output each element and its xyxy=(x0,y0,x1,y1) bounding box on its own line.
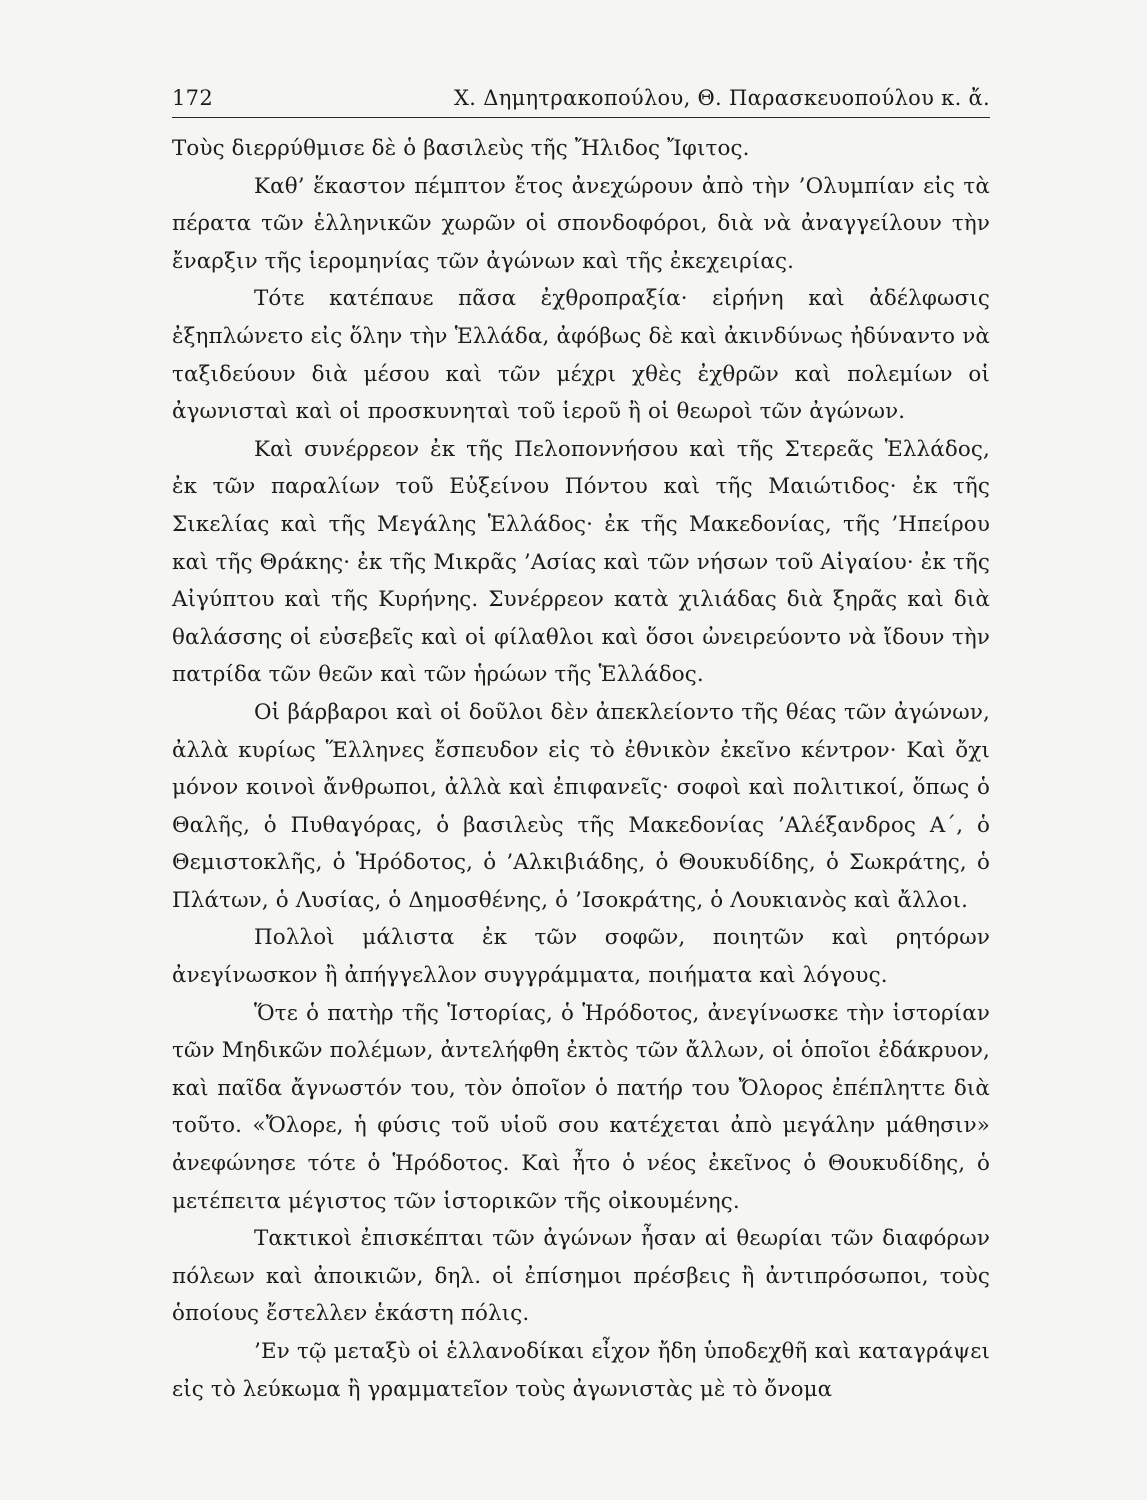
header-rule xyxy=(172,117,990,118)
paragraph: Ὅτε ὁ πατὴρ τῆς Ἱστορίας, ὁ Ἡρόδοτος, ἀνεγίνωσκε τὴν ἱστορίαν τῶν Μηδικῶν πολέμων, ἀντελήφθη ἐκτὸς τῶν ἄλλων, οἱ ὁποῖοι ἐδάκρυον, καὶ παῖδα ἄγνωστόν του, τὸν ὁποῖον ὁ πατήρ του Ὄλορος ἐπέπληττε διὰ τοῦτο. «Ὄλορε, ἡ φύσις τοῦ υἱοῦ σου κατέχεται ἀπὸ μεγάλην μάθησιν» ἀνεφώνησε τότε ὁ Ἡρόδοτος. Καὶ ἦτο ὁ νέος ἐκεῖνος ὁ Θουκυδίδης, ὁ μετέπειτα μέγιστος τῶν ἱστορικῶν τῆς οἰκουμένης. xyxy=(172,1000,990,1214)
body-text xyxy=(172,130,990,1408)
paragraph: ’Εν τῷ μεταξὺ οἱ ἑλλανοδίκαι εἶχον ἤδη ὑποδεχθῆ καὶ καταγράψει εἰς τὸ λεύκωμα ἢ γραμματεῖον τοὺς ἀγωνιστὰς μὲ τὸ ὄνομα xyxy=(172,1339,990,1402)
paragraph: Τακτικοὶ ἐπισκέπται τῶν ἀγώνων ἦσαν αἱ θεωρίαι τῶν διαφόρων πόλεων καὶ ἀποικιῶν, δηλ. οἱ ἐπίσημοι πρέσβεις ἢ ἀντιπρόσωποι, τοὺς ὁποίους ἔστελλεν ἑκάστη πόλις. xyxy=(172,1226,990,1327)
paragraph: Πολλοὶ μάλιστα ἐκ τῶν σοφῶν, ποιητῶν καὶ ρητόρων ἀνεγίνωσκον ἢ ἀπήγγελλον συγγράμματα, ποιήματα καὶ λόγους. xyxy=(172,925,990,989)
paragraph: Τοὺς διερρύθμισε δὲ ὁ βασιλεὺς τῆς Ἤλιδος Ἴφιτος. xyxy=(172,136,750,161)
running-head xyxy=(172,86,990,110)
paragraph: Τότε κατέπαυε πᾶσα ἐχθροπραξία· εἰρήνη καὶ ἀδέλφωσις ἐξηπλώνετο εἰς ὅλην τὴν Ἑλλάδα, ἀφόβως δὲ καὶ ἀκινδύνως ἠδύναντο νὰ ταξιδεύουν διὰ μέσου καὶ τῶν μέχρι χθὲς ἐχθρῶν καὶ πολεμίων οἱ ἀγωνισταὶ καὶ οἱ προσκυνηταὶ τοῦ ἱεροῦ ἢ οἱ θεωροὶ τῶν ἀγώνων. xyxy=(172,286,990,425)
paragraph: Οἱ βάρβαροι καὶ οἱ δοῦλοι δὲν ἀπεκλείοντο τῆς θέας τῶν ἀγώνων, ἀλλὰ κυρίως Ἕλληνες ἔσπευδον εἰς τὸ ἐθνικὸν ἐκεῖνο κέντρον· Καὶ ὄχι μόνον κοινοὶ ἄνθρωποι, ἀλλὰ καὶ ἐπιφανεῖς· σοφοὶ καὶ πολιτικοί, ὅπως ὁ Θαλῆς, ὁ Πυθαγόρας, ὁ βασιλεὺς τῆς Μακεδονίας ’Αλέξανδρος Α΄, ὁ Θεμιστοκλῆς, ὁ Ἡρόδοτος, ὁ ’Αλκιβιάδης, ὁ Θουκυδίδης, ὁ Σωκράτης, ὁ Πλάτων, ὁ Λυσίας, ὁ Δημοσθένης, ὁ ’Ισοκράτης, ὁ Λουκιανὸς καὶ ἄλλοι. xyxy=(172,699,990,913)
paragraph: Καὶ συνέρρεον ἐκ τῆς Πελοποννήσου καὶ τῆς Στερεᾶς Ἑλλάδος, ἐκ τῶν παραλίων τοῦ Εὐξείνου Πόντου καὶ τῆς Μαιώτιδος· ἐκ τῆς Σικελίας καὶ τῆς Μεγάλης Ἑλλάδος· ἐκ τῆς Μακεδονίας, τῆς ’Ηπείρου καὶ τῆς Θράκης· ἐκ τῆς Μικρᾶς ’Ασίας καὶ τῶν νήσων τοῦ Αἰγαίου· ἐκ τῆς Αἰγύπτου καὶ τῆς Κυρήνης. Συνέρρεον κατὰ χιλιάδας διὰ ξηρᾶς καὶ διὰ θαλάσσης οἱ εὐσεβεῖς καὶ οἱ φίλαθλοι καὶ ὅσοι ὠνειρεύοντο νὰ ἴδουν τὴν πατρίδα τῶν θεῶν καὶ τῶν ἡρώων τῆς Ἑλλάδος. xyxy=(172,436,990,688)
page-number: 172 xyxy=(172,86,213,110)
header-authors: Χ. Δημητρακοπούλου, Θ. Παρασκευοπούλου κ. ἄ. xyxy=(454,86,990,110)
paragraph: Καθ’ ἕκαστον πέμπτον ἔτος ἀνεχώρουν ἀπὸ τὴν ’Ολυμπίαν εἰς τὰ πέρατα τῶν ἑλληνικῶν χωρῶν οἱ σπονδοφόροι, διὰ νὰ ἀναγγείλουν τὴν ἔναρξιν τῆς ἱερομηνίας τῶν ἀγώνων καὶ τῆς ἐκεχειρίας. xyxy=(172,173,990,274)
